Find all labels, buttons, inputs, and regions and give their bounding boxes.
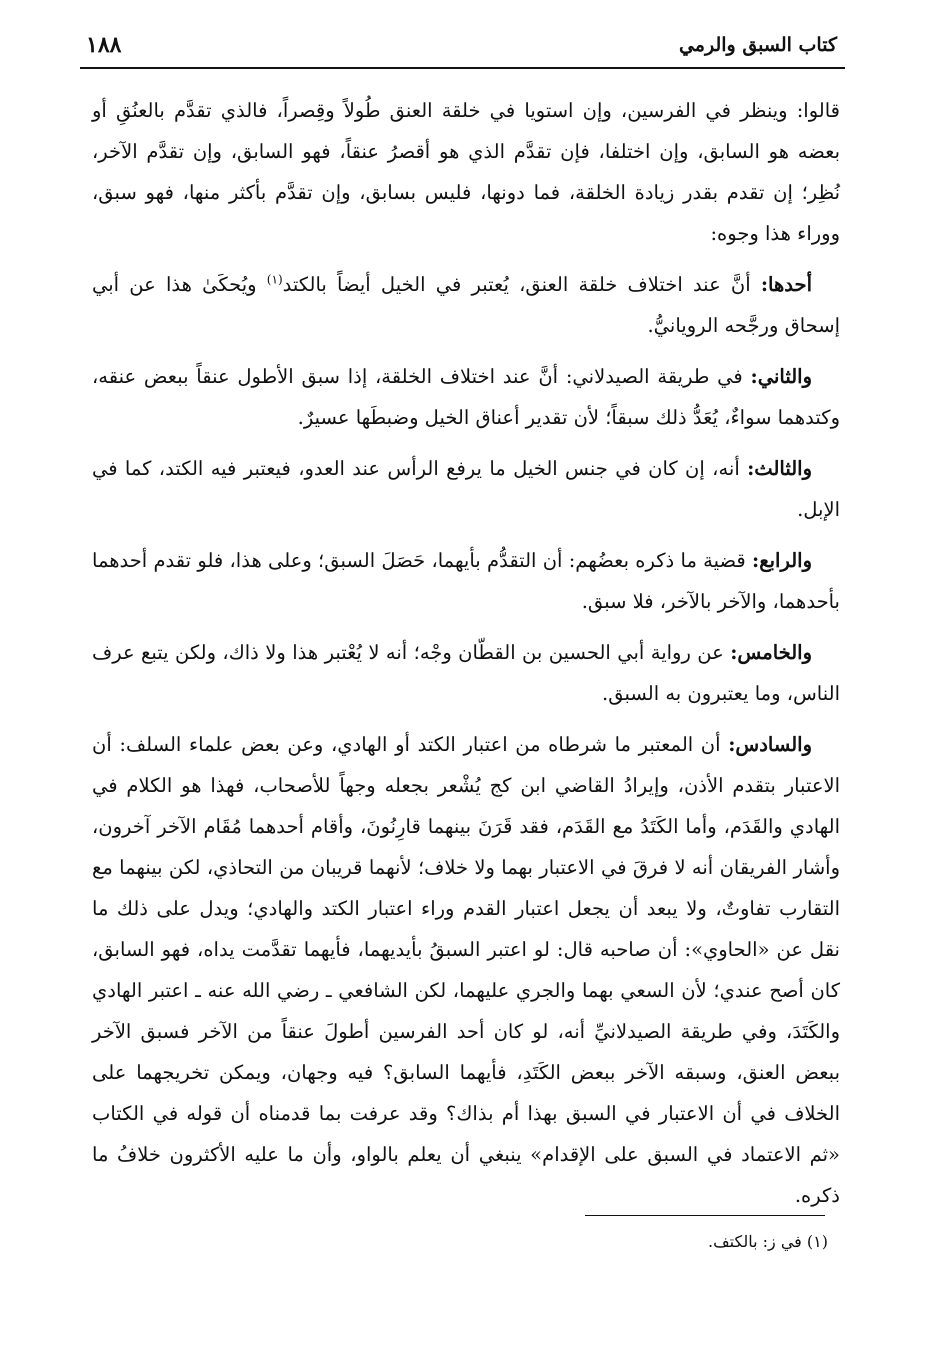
paragraph-lead: والثالث: (747, 457, 812, 480)
paragraph-text: قالوا: وينظر في الفرسين، وإن استويا في خلقة العنق طُولاً وقِصراً، فالذي تقدَّم بالعنُقِ أو بعضه هو السابق، وإن اختلفا، فإن تقدَّم الذي هو أقصرُ عنقاً، فهو السابق، وإن تقدَّم الآخر، نُظِر؛ إن تقدم بقدر زيادة الخلقة، فما دونها، فليس بسابق، وإن تقدَّم بأكثر منها، فهو سبق، ووراء هذا وجوه: (92, 99, 840, 245)
footnote: (١) في ز: بالكتف. (708, 1232, 828, 1251)
paragraph-third-view (92, 448, 840, 530)
paragraph-lead: والثاني: (750, 365, 812, 388)
paragraph-lead: والخامس: (730, 641, 812, 664)
page-number: ١٨٨ (86, 32, 122, 58)
paragraph-first-view (92, 264, 840, 346)
paragraph-text: قضية ما ذكره بعضُهم: أن التقدُّم بأيهما، حَصَلَ السبق؛ وعلى هذا، فلو تقدم أحدهما بأحدهما، والآخر بالآخر، فلا سبق. (92, 549, 840, 613)
footnote-rule (585, 1215, 825, 1216)
footnote-marker: (١) (266, 272, 283, 287)
body-text (92, 90, 840, 1226)
paragraph-sixth-view (92, 724, 840, 1216)
paragraph-text: أنه، إن كان في جنس الخيل ما يرفع الرأس عند العدو، فيعتبر فيه الكتد، كما في الإبل. (92, 457, 840, 521)
paragraph-text: أن المعتبر ما شرطاه من اعتبار الكتد أو الهادي، وعن بعض علماء السلف: أن الاعتبار بتقدم الأذن، وإيرادُ القاضي ابن كج يُشْعر بجعله وجهاً للأصحاب، فهذا هو الكلام في الهادي والقَدَم، وأما الكَتَدُ مع القَدَم، فقد قَرَنَ بينهما قارِنُونَ، وأقام أحدهما مُقَام الآخر آخرون، وأشار الفريقان أنه لا فرقَ في الاعتبار بهما ولا خلاف؛ لأنهما قريبان من التحاذي، لكن بينهما مع التقارب تفاوتٌ، ولا يبعد أن يجعل اعتبار القدم وراء اعتبار الكتد والهادي؛ ويدل على ذلك ما نقل عن «الحاوي»: أن صاحبه قال: لو اعتبر السبقُ بأيديهما، فأيهما تقدَّمت يداه، فهو السابق، كان أصح عندي؛ لأن السعي بهما والجري عليهما، لكن الشافعي ـ رضي الله عنه ـ اعتبر الهادي والكَتَدَ، وفي طريقة الصيدلانيِّ أنه، لو كان أحد الفرسين أطولَ عنقاً من الآخر فسبق الآخر ببعض العنق، وسبقه الآخر ببعض الكَتَدِ، فأيهما السابق؟ فيه وجهان، ويمكن تخريجهما على الخلاف في أن الاعتبار في السبق بهذا أم بذاك؟ وقد عرفت بما قدمناه أن قوله في الكتاب «ثم الاعتماد في السبق على الإقدام» ينبغي أن يعلم بالواو، وأن ما عليه الأكثرون خلافُ ما ذكره. (92, 733, 840, 1207)
paragraph-intro (92, 90, 840, 254)
running-title: كتاب السبق والرمي (678, 34, 837, 56)
paragraph-text: عن رواية أبي الحسين بن القطّان وجْه؛ أنه لا يُعْتبر هذا ولا ذاك، ولكن يتبع عرف الناس، وما يعتبرون به السبق. (92, 641, 840, 705)
page-header (80, 30, 845, 70)
paragraph-lead: والرابع: (752, 549, 812, 572)
paragraph-lead: والسادس: (728, 733, 812, 756)
paragraph-fifth-view (92, 632, 840, 714)
paragraph-lead: أحدها: (760, 273, 812, 296)
header-rule (80, 67, 845, 69)
paragraph-text: في طريقة الصيدلاني: أنَّ عند اختلاف الخلقة، إذا سبق الأطول عنقاً ببعض عنقه، وكتدهما سواءٌ، يُعَدُّ ذلك سبقاً؛ لأن تقدير أعناق الخيل وضبطَها عسيرٌ. (92, 365, 840, 429)
paragraph-text-after: ويُحكَىٰ هذا عن أبي إسحاق ورجَّحه الرويانيُّ. (92, 273, 840, 337)
paragraph-second-view (92, 356, 840, 438)
paragraph-fourth-view (92, 540, 840, 622)
paragraph-text: أنَّ عند اختلاف خلقة العنق، يُعتبر في الخيل أيضاً بالكتد (282, 273, 761, 296)
